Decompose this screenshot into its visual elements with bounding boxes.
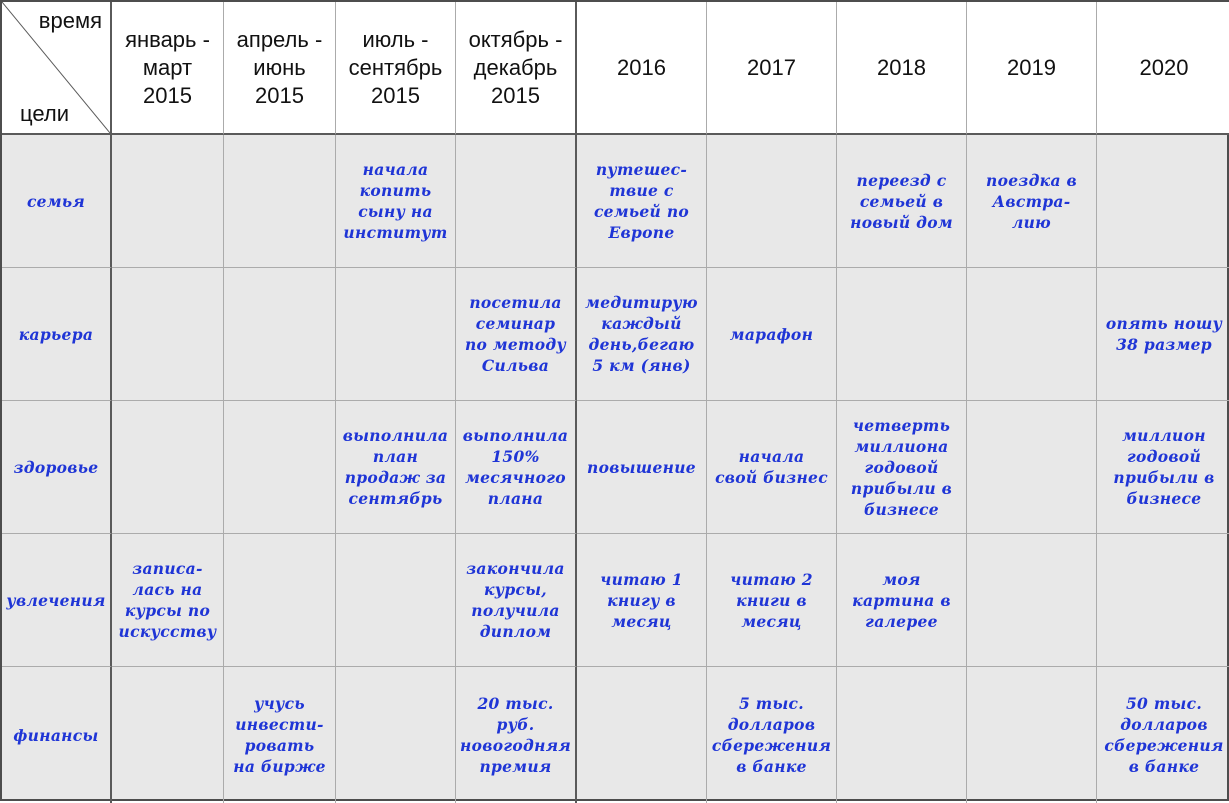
column-header-text: [125, 26, 210, 110]
goal-cell: [1097, 401, 1229, 534]
empty-cell: [1097, 135, 1229, 268]
text-line: декабрь: [473, 54, 558, 80]
text-line: миллион: [1122, 426, 1206, 445]
empty-cell: [112, 268, 224, 401]
text-line: опять ношу: [1105, 314, 1223, 333]
goal-cell: [837, 401, 967, 534]
text-line: сыну на: [358, 202, 433, 221]
text-line: книги в: [736, 590, 807, 610]
text-line: лию: [1011, 212, 1052, 232]
text-line: 5 тыс.: [738, 694, 804, 713]
goal-cell: [707, 401, 837, 534]
column-header: [336, 2, 456, 135]
goal-cell: [577, 135, 707, 268]
empty-cell: [837, 667, 967, 803]
text-line: институт: [343, 223, 448, 242]
text-line: продаж за: [344, 468, 447, 487]
text-line: читаю 2: [730, 569, 813, 589]
goal-text: [119, 558, 217, 642]
goal-text: [460, 693, 571, 777]
text-line: сбережения: [1104, 736, 1224, 755]
corner-time-label: время: [38, 8, 102, 33]
goal-cell: [456, 401, 577, 534]
column-header-text: [617, 54, 666, 82]
goal-text: [233, 693, 326, 777]
goal-cell: [336, 135, 456, 268]
column-header: [707, 2, 837, 135]
column-header-text: [877, 54, 926, 82]
empty-cell: [224, 534, 336, 667]
empty-cell: [577, 667, 707, 803]
text-line: по методу: [464, 335, 567, 354]
goal-cell: [456, 667, 577, 803]
text-line: 150%: [491, 447, 540, 466]
text-line: план: [372, 447, 419, 466]
text-line: записа-: [132, 559, 203, 578]
goal-cell: [837, 135, 967, 268]
text-line: июнь: [253, 54, 306, 80]
row-label-text: семья: [26, 191, 86, 211]
goal-cell: [456, 268, 577, 401]
text-line: свой бизнес: [715, 468, 828, 487]
text-line: инвести-: [235, 715, 324, 734]
text-line: 38 размер: [1116, 335, 1212, 354]
row-label-text: увлечения: [6, 590, 106, 610]
goal-cell: [707, 667, 837, 803]
text-line: посетила: [469, 293, 562, 312]
text-line: переезд с: [856, 170, 947, 190]
text-line: путешес-: [595, 160, 688, 179]
goal-text: [1106, 313, 1222, 355]
column-header: [577, 2, 707, 135]
text-line: на бирже: [233, 757, 326, 776]
row-label: [2, 135, 112, 268]
goal-cell: [1097, 667, 1229, 803]
goal-text: [712, 693, 831, 777]
goal-cell: [112, 534, 224, 667]
goal-text: [852, 569, 951, 632]
text-line: медитирую: [585, 293, 698, 312]
text-line: 5 км (янв): [592, 356, 691, 375]
goal-text: [465, 292, 566, 376]
goal-text: [986, 170, 1077, 233]
goal-cell: [224, 667, 336, 803]
empty-cell: [112, 401, 224, 534]
row-label: [2, 268, 112, 401]
text-line: моя: [882, 569, 921, 589]
column-header-text: [349, 26, 443, 110]
goal-text: [715, 446, 828, 488]
text-line: месяц: [741, 611, 802, 631]
text-line: четверть: [852, 415, 951, 435]
text-line: новогодняя: [460, 736, 571, 755]
text-line: годовой: [864, 457, 939, 477]
row-label-text: карьера: [18, 324, 94, 344]
text-line: 2015: [255, 82, 304, 108]
goal-cell: [707, 268, 837, 401]
text-line: получила: [471, 601, 560, 620]
goal-text: [585, 292, 698, 376]
goal-text: [466, 558, 565, 642]
text-line: 2015: [491, 82, 540, 108]
empty-cell: [112, 667, 224, 803]
row-label-text: здоровье: [13, 457, 99, 477]
text-line: январь -: [125, 26, 210, 52]
text-line: искусству: [118, 622, 217, 641]
text-line: прибыли в: [850, 478, 953, 498]
text-line: апрель -: [236, 26, 323, 52]
text-line: сентябрь: [348, 54, 443, 80]
text-line: марафон: [729, 324, 814, 344]
empty-cell: [336, 534, 456, 667]
goal-cell: [577, 534, 707, 667]
text-line: годовой: [1126, 447, 1202, 466]
goal-text: [594, 159, 689, 243]
goal-text: [463, 425, 569, 509]
text-line: 2016: [617, 54, 666, 80]
text-line: новый дом: [850, 212, 953, 232]
empty-cell: [456, 135, 577, 268]
text-line: месяц: [611, 611, 672, 631]
goal-text: [343, 425, 449, 509]
text-line: в банке: [1128, 757, 1200, 776]
corner-goals-label: цели: [20, 101, 69, 126]
text-line: руб.: [496, 715, 535, 734]
text-line: курсы,: [483, 580, 547, 599]
goal-text: [1104, 693, 1223, 777]
empty-cell: [224, 401, 336, 534]
goal-text: [587, 457, 696, 478]
goal-text: [343, 159, 447, 243]
empty-cell: [967, 534, 1097, 667]
empty-cell: [1097, 534, 1229, 667]
goal-text: [850, 170, 953, 233]
column-header: [1097, 2, 1229, 135]
goal-text: [730, 324, 813, 345]
column-header-text: [469, 26, 563, 110]
empty-cell: [224, 268, 336, 401]
text-line: диплом: [479, 622, 552, 641]
text-line: галерее: [865, 611, 938, 631]
text-line: картина в: [852, 590, 951, 610]
row-label-text: финансы: [13, 725, 99, 745]
text-line: сбережения: [711, 736, 832, 755]
text-line: 2015: [371, 82, 420, 108]
empty-cell: [224, 135, 336, 268]
text-line: премия: [479, 757, 552, 776]
text-line: сентябрь: [348, 489, 443, 508]
text-line: плана: [487, 489, 544, 508]
text-line: июль -: [362, 26, 429, 52]
column-header-text: [237, 26, 323, 110]
goal-text: [851, 415, 952, 520]
text-line: начала: [362, 160, 429, 179]
empty-cell: [837, 268, 967, 401]
empty-cell: [967, 268, 1097, 401]
empty-cell: [336, 268, 456, 401]
text-line: 2017: [747, 54, 796, 80]
empty-cell: [967, 667, 1097, 803]
column-header-text: [747, 54, 796, 82]
row-label: [2, 534, 112, 667]
column-header-text: [1140, 54, 1189, 82]
text-line: курсы по: [124, 601, 211, 620]
text-line: 50 тыс.: [1125, 694, 1203, 713]
goal-cell: [577, 268, 707, 401]
text-line: книгу в: [607, 590, 676, 610]
text-line: копить: [359, 181, 432, 200]
text-line: бизнесе: [864, 499, 939, 519]
text-line: выполнила: [342, 426, 449, 445]
text-line: Европе: [608, 223, 675, 242]
column-header: [456, 2, 577, 135]
empty-cell: [967, 401, 1097, 534]
text-line: начала: [738, 447, 805, 466]
text-line: 2018: [877, 54, 926, 80]
column-header: [967, 2, 1097, 135]
text-line: семьей по: [593, 202, 690, 221]
goal-cell: [1097, 268, 1229, 401]
text-line: прибыли в: [1113, 468, 1215, 487]
text-line: миллиона: [854, 436, 949, 456]
text-line: Австра-: [992, 191, 1071, 211]
goal-cell: [336, 401, 456, 534]
text-line: в банке: [736, 757, 807, 776]
text-line: ровать: [244, 736, 315, 755]
row-label: [2, 401, 112, 534]
goal-cell: [967, 135, 1097, 268]
text-line: день,бегаю: [588, 335, 695, 354]
text-line: 2020: [1139, 54, 1189, 80]
empty-cell: [707, 135, 837, 268]
text-line: 2015: [143, 82, 192, 108]
text-line: месячного: [465, 468, 566, 487]
text-line: каждый: [601, 314, 682, 333]
goal-text: [1113, 425, 1214, 509]
empty-cell: [336, 667, 456, 803]
corner-header: [2, 2, 112, 135]
text-line: читаю 1: [600, 569, 683, 589]
text-line: твие с: [609, 181, 674, 200]
goal-cell: [456, 534, 577, 667]
text-line: бизнесе: [1126, 489, 1202, 508]
text-line: 2019: [1007, 54, 1056, 80]
text-line: семинар: [475, 314, 556, 333]
goal-text: [730, 569, 813, 632]
column-header-text: [1007, 54, 1056, 82]
text-line: октябрь -: [468, 26, 563, 52]
column-header: [837, 2, 967, 135]
text-line: закончила: [466, 559, 565, 578]
text-line: март: [142, 54, 193, 80]
text-line: повышение: [587, 457, 696, 477]
row-label: [2, 667, 112, 803]
goal-cell: [577, 401, 707, 534]
goal-text: [600, 569, 683, 632]
text-line: лась на: [132, 580, 203, 599]
column-header: [112, 2, 224, 135]
text-line: долларов: [727, 715, 816, 734]
text-line: 20 тыс.: [477, 694, 554, 713]
text-line: семьей в: [859, 191, 944, 211]
empty-cell: [112, 135, 224, 268]
goal-cell: [707, 534, 837, 667]
text-line: учусь: [254, 694, 305, 713]
text-line: поездка в: [986, 170, 1077, 190]
column-header: [224, 2, 336, 135]
text-line: Сильва: [481, 356, 550, 375]
text-line: выполнила: [462, 426, 569, 445]
goal-cell: [837, 534, 967, 667]
text-line: долларов: [1120, 715, 1208, 734]
